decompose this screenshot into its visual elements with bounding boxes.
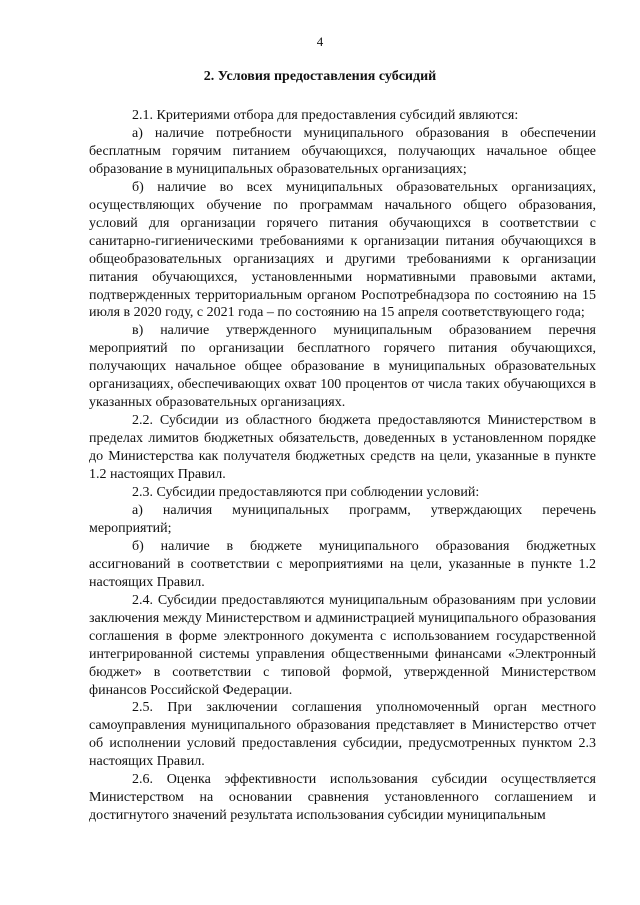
paragraph-2-1-v: в) наличие утвержденного муниципальным образованием перечня мероприятий по организации бесплатного горячего питания обучающихся, получающих начальное общее образование в муниципальных образовательных организациях, обеспечивающих охват 100 процентов от числа таких обучающихся в указанных образовательных организациях. — [89, 323, 596, 411]
paragraph-2-3: 2.3. Субсидии предоставляются при соблюдении условий: — [132, 485, 480, 501]
paragraph-2-1-a: а) наличие потребности муниципального образования в обеспечении бесплатным горячим питанием обучающихся, получающих начальное общее образование в муниципальных образовательных организациях; — [89, 125, 596, 177]
document-body — [89, 107, 596, 825]
paragraph-2-5: 2.5. При заключении соглашения уполномоченный орган местного самоуправления муниципального образования представляет в Министерство отчет об исполнении условий предоставления субсидии, предусмотренных пунктом 2.3 настоящих Правил. — [89, 700, 596, 770]
paragraph-2-1-b: б) наличие во всех муниципальных образовательных организациях, осуществляющих обучение по программам начального общего образования, условий для организации горячего питания обучающихся в соответствии с санитарно-гигиеническими требованиями к организации питания обучающихся в общеобразовательных организациях и другими требованиями к организации питания обучающихся, установленными нормативными правовыми актами, подтвержденных территориальным органом Роспотребнадзора по состоянию на 15 июля в 2020 году, с 2021 года – по состоянию на 15 апреля соответствующего года; — [89, 179, 596, 321]
paragraph-2-3-b: б) наличие в бюджете муниципального образования бюджетных ассигнований в соответствии с мероприятиями на цели, указанные в пункте 1.2 настоящих Правил. — [89, 538, 596, 590]
paragraph-2-6: 2.6. Оценка эффективности использования субсидии осуществляется Министерством на основании сравнения установленного соглашением и достигнутого значений результата использования субсидии муниципальным — [89, 772, 596, 824]
paragraph-2-3-a: а) наличия муниципальных программ, утверждающих перечень мероприятий; — [89, 502, 596, 536]
section-title: 2. Условия предоставления субсидий — [203, 69, 437, 84]
page-number: 4 — [316, 34, 324, 49]
paragraph-2-2: 2.2. Субсидии из областного бюджета предоставляются Министерством в пределах лимитов бюджетных обязательств, доведенных в установленном порядке до Министерства как получателя бюджетных средств на цели, указанные в пункте 1.2 настоящих Правил. — [89, 413, 596, 483]
paragraph-2-1: 2.1. Критериями отбора для предоставления субсидий являются: — [132, 108, 519, 123]
paragraph-2-4: 2.4. Субсидии предоставляются муниципальным образованиям при условии заключения между Министерством и администрацией муниципального образования соглашения в форме электронного документа с использованием государственной интегрированной системы управления общественными финансами «Электронный бюджет» в соответствии с типовой формой, утвержденной Министерством финансов Российской Федерации. — [89, 592, 596, 698]
